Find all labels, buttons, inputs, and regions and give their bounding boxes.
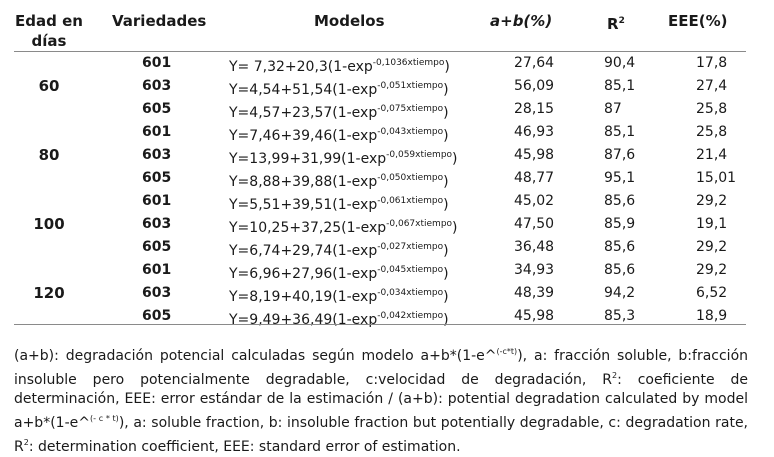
age-group-label: 100 (33, 215, 65, 233)
modelo-equation: Y=7,46+39,46(1-exp (229, 128, 378, 144)
modelo-exponent: -0,043xtiempo (377, 127, 444, 137)
cell-eee: 25,8 (696, 101, 728, 117)
cell-r2: 85,1 (604, 124, 636, 140)
age-group-label: 120 (33, 284, 65, 302)
modelo-equation: Y=4,54+51,54(1-exp (229, 82, 378, 98)
cell-ab: 28,15 (514, 101, 555, 117)
cell-ab: 45,98 (514, 308, 555, 324)
cell-eee: 21,4 (696, 147, 728, 163)
cell-r2: 87,6 (604, 147, 636, 163)
footnote-sup-3: (- c * t) (89, 414, 119, 423)
table-row (14, 75, 746, 98)
modelo-equation: Y=6,74+29,74(1-exp (229, 243, 378, 259)
cell-eee: 29,2 (696, 193, 728, 209)
modelo-close-paren: ) (443, 312, 449, 328)
cell-variedad: 601 (142, 262, 172, 278)
cell-eee: 27,4 (696, 78, 728, 94)
header-eee: EEE(%) (668, 12, 728, 30)
header-edad: Edad en días (15, 12, 83, 50)
header-r2-sup: 2 (618, 16, 625, 26)
cell-eee: 18,9 (696, 308, 728, 324)
cell-ab: 48,77 (514, 170, 555, 186)
cell-r2: 85,6 (604, 239, 636, 255)
table-footnote (14, 342, 748, 457)
modelo-equation: Y=8,88+39,88(1-exp (229, 174, 378, 190)
header-ab: a+b(%) (490, 12, 553, 30)
cell-variedad: 603 (142, 216, 172, 232)
footnote-text-2: ), a: fracción soluble, b:fracción insoluble pero potencialmente degradable, c:velocidad de degradación, R (14, 348, 749, 388)
cell-eee: 25,8 (696, 124, 728, 140)
cell-variedad: 605 (142, 101, 172, 117)
footnote-sup-4: 2 (23, 438, 29, 447)
footnote-sup-2: 2 (611, 371, 618, 380)
modelo-exponent: -0,042xtiempo (377, 311, 444, 321)
modelo-close-paren: ) (443, 128, 449, 144)
modelo-equation: Y= 7,32+20,3(1-exp (229, 59, 373, 75)
cell-ab: 45,98 (514, 147, 555, 163)
modelo-equation: Y=13,99+31,99(1-exp (229, 151, 387, 167)
modelo-close-paren: ) (452, 220, 458, 236)
modelo-close-paren: ) (443, 174, 449, 190)
modelo-close-paren: ) (443, 289, 449, 305)
cell-variedad: 603 (142, 78, 172, 94)
cell-eee: 17,8 (696, 55, 728, 71)
modelo-exponent: -0,075xtiempo (377, 104, 444, 114)
cell-variedad: 601 (142, 124, 172, 140)
cell-eee: 19,1 (696, 216, 728, 232)
header-r2-base: R (607, 15, 619, 33)
cell-ab: 48,39 (514, 285, 555, 301)
footnote-sup-1: (-c*t) (496, 347, 518, 356)
footnote-text-4: ), a: soluble fraction, b: insoluble fraction but potentially degradable, c: degradation rate, R (14, 415, 749, 455)
modelo-equation: Y=9,49+36,49(1-exp (229, 312, 378, 328)
footnote-text-5: : determination coefficient, EEE: standard error of estimation. (28, 439, 461, 455)
header-variedades: Variedades (112, 12, 207, 30)
modelo-exponent: -0,027xtiempo (377, 242, 444, 252)
modelo-close-paren: ) (443, 105, 449, 121)
modelo-exponent: -0,051xtiempo (377, 81, 444, 91)
modelo-equation: Y=5,51+39,51(1-exp (229, 197, 378, 213)
modelo-close-paren: ) (443, 243, 449, 259)
table-row (14, 167, 746, 190)
modelo-equation: Y=6,96+27,96(1-exp (229, 266, 378, 282)
footnote-text-1: (a+b): degradación potencial calculadas según modelo a+b*(1-e^ (14, 348, 497, 364)
table-row (14, 213, 746, 236)
cell-r2: 85,6 (604, 262, 636, 278)
cell-variedad: 605 (142, 239, 172, 255)
modelo-close-paren: ) (452, 151, 458, 167)
modelo-equation: Y=4,57+23,57(1-exp (229, 105, 378, 121)
cell-r2: 85,9 (604, 216, 636, 232)
modelo-exponent: -0,059xtiempo (386, 150, 453, 160)
cell-ab: 36,48 (514, 239, 555, 255)
table-row (14, 236, 746, 259)
modelo-exponent: -0,034xtiempo (377, 288, 444, 298)
cell-variedad: 603 (142, 147, 172, 163)
header-r2 (607, 11, 637, 34)
modelo-equation: Y=10,25+37,25(1-exp (229, 220, 387, 236)
cell-ab: 27,64 (514, 55, 555, 71)
table-row (14, 259, 746, 282)
modelo-equation: Y=8,19+40,19(1-exp (229, 289, 378, 305)
table-row (14, 121, 746, 144)
modelo-exponent: -0,045xtiempo (377, 265, 444, 275)
modelo-close-paren: ) (443, 266, 449, 282)
table-bottom-rule (14, 324, 746, 325)
table-row (14, 190, 746, 213)
cell-modelo (229, 305, 499, 332)
cell-eee: 15,01 (696, 170, 737, 186)
modelo-exponent: -0,061xtiempo (377, 196, 444, 206)
cell-ab: 47,50 (514, 216, 555, 232)
modelo-close-paren: ) (444, 59, 450, 75)
cell-r2: 87 (604, 101, 622, 117)
table-row (14, 282, 746, 305)
cell-r2: 95,1 (604, 170, 636, 186)
cell-variedad: 601 (142, 55, 172, 71)
table-row (14, 98, 746, 121)
cell-ab: 45,02 (514, 193, 555, 209)
cell-eee: 29,2 (696, 262, 728, 278)
cell-variedad: 601 (142, 193, 172, 209)
modelo-exponent: -0,1036xtiempo (372, 58, 445, 68)
age-group-label: 80 (38, 146, 60, 164)
footnote-text-3: : coeficiente de determinación, EEE: error estándar de la estimación / (a+b): potential degradation calculated by model a+b*(1-e^ (14, 372, 748, 431)
modelo-close-paren: ) (443, 197, 449, 213)
modelo-close-paren: ) (443, 82, 449, 98)
modelo-exponent: -0,050xtiempo (377, 173, 444, 183)
modelo-exponent: -0,067xtiempo (386, 219, 453, 229)
cell-ab: 34,93 (514, 262, 555, 278)
header-modelos: Modelos (314, 12, 385, 30)
cell-r2: 85,3 (604, 308, 636, 324)
cell-eee: 6,52 (696, 285, 728, 301)
cell-variedad: 605 (142, 170, 172, 186)
cell-r2: 90,4 (604, 55, 636, 71)
cell-variedad: 605 (142, 308, 172, 324)
cell-r2: 94,2 (604, 285, 636, 301)
cell-ab: 46,93 (514, 124, 555, 140)
table-row (14, 144, 746, 167)
cell-r2: 85,6 (604, 193, 636, 209)
cell-variedad: 603 (142, 285, 172, 301)
table-row (14, 52, 746, 75)
cell-ab: 56,09 (514, 78, 555, 94)
cell-eee: 29,2 (696, 239, 728, 255)
age-group-label: 60 (38, 77, 60, 95)
cell-r2: 85,1 (604, 78, 636, 94)
